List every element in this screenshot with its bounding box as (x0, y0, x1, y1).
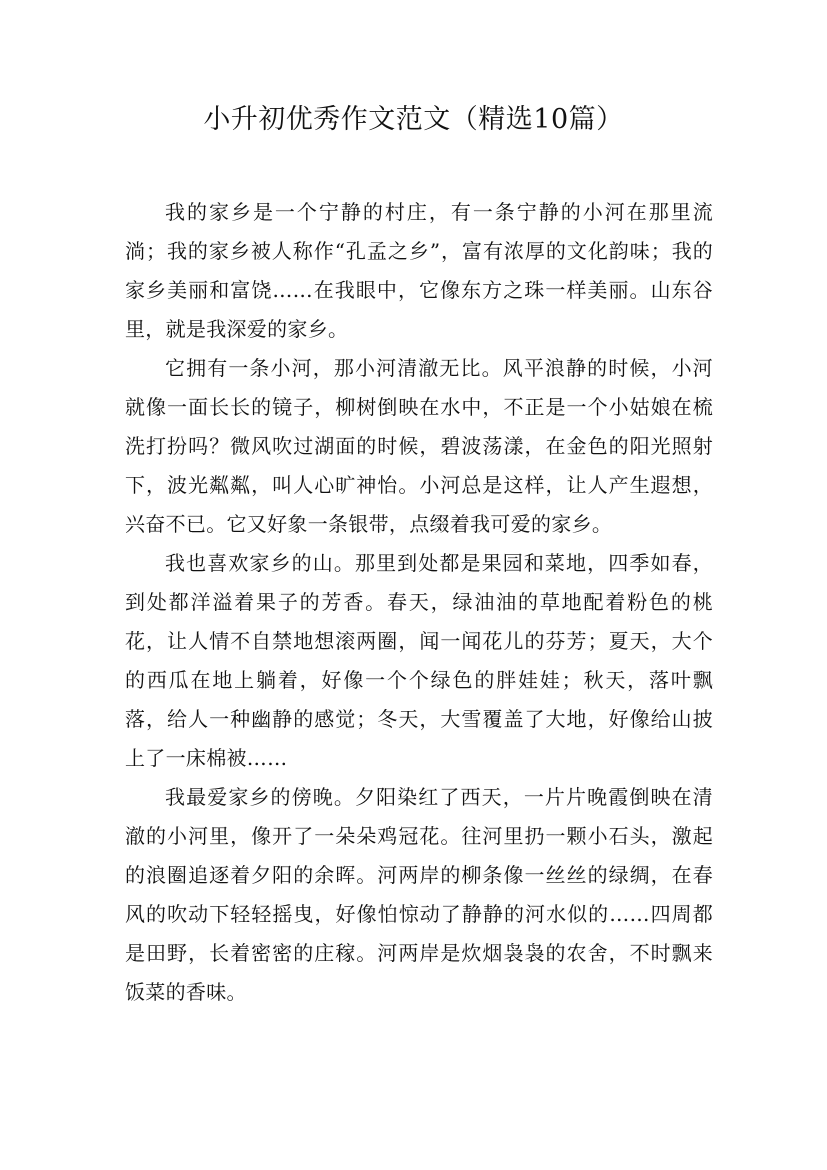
document-title: 小升初优秀作文范文（精选10篇） (203, 104, 624, 135)
paragraph: 它拥有一条小河，那小河清澈无比。风平浪静的时候，小河就像一面长长的镜子，柳树倒映在水中，不正是一个小姑娘在梳洗打扮吗？微风吹过湖面的时候，碧波荡漾，在金色的阳光照射下，波光粼粼，叫人心旷神怡。小河总是这样，让人产生遐想，兴奋不已。它又好象一条银带，点缀着我可爱的家乡。 (125, 356, 713, 536)
paragraph: 我最爱家乡的傍晚。夕阳染红了西天，一片片晚霞倒映在清澈的小河里，像开了一朵朵鸡冠花。往河里扔一颗小石头，激起的浪圈追逐着夕阳的余晖。河两岸的柳条像一丝丝的绿绸，在春风的吹动下轻轻摇曳，好像怕惊动了静静的河水似的……四周都是田野，长着密密的庄稼。河两岸是炊烟袅袅的农舍，不时飘来饭菜的香味。 (125, 785, 713, 1004)
paragraph: 我也喜欢家乡的山。那里到处都是果园和菜地，四季如春，到处都洋溢着果子的芳香。春天，绿油油的草地配着粉色的桃花，让人情不自禁地想滚两圈，闻一闻花儿的芬芳；夏天，大个的西瓜在地上躺着，好像一个个绿色的胖娃娃；秋天，落叶飘落，给人一种幽静的感觉；冬天，大雪覆盖了大地，好像给山披上了一床棉被…… (125, 551, 713, 770)
paragraph: 我的家乡是一个宁静的村庄，有一条宁静的小河在那里流淌；我的家乡被人称作“孔孟之乡”，富有浓厚的文化韵味；我的家乡美丽和富饶……在我眼中，它像东方之珠一样美丽。山东谷里，就是我深爱的家乡。 (125, 200, 713, 341)
document-body (125, 193, 713, 1012)
